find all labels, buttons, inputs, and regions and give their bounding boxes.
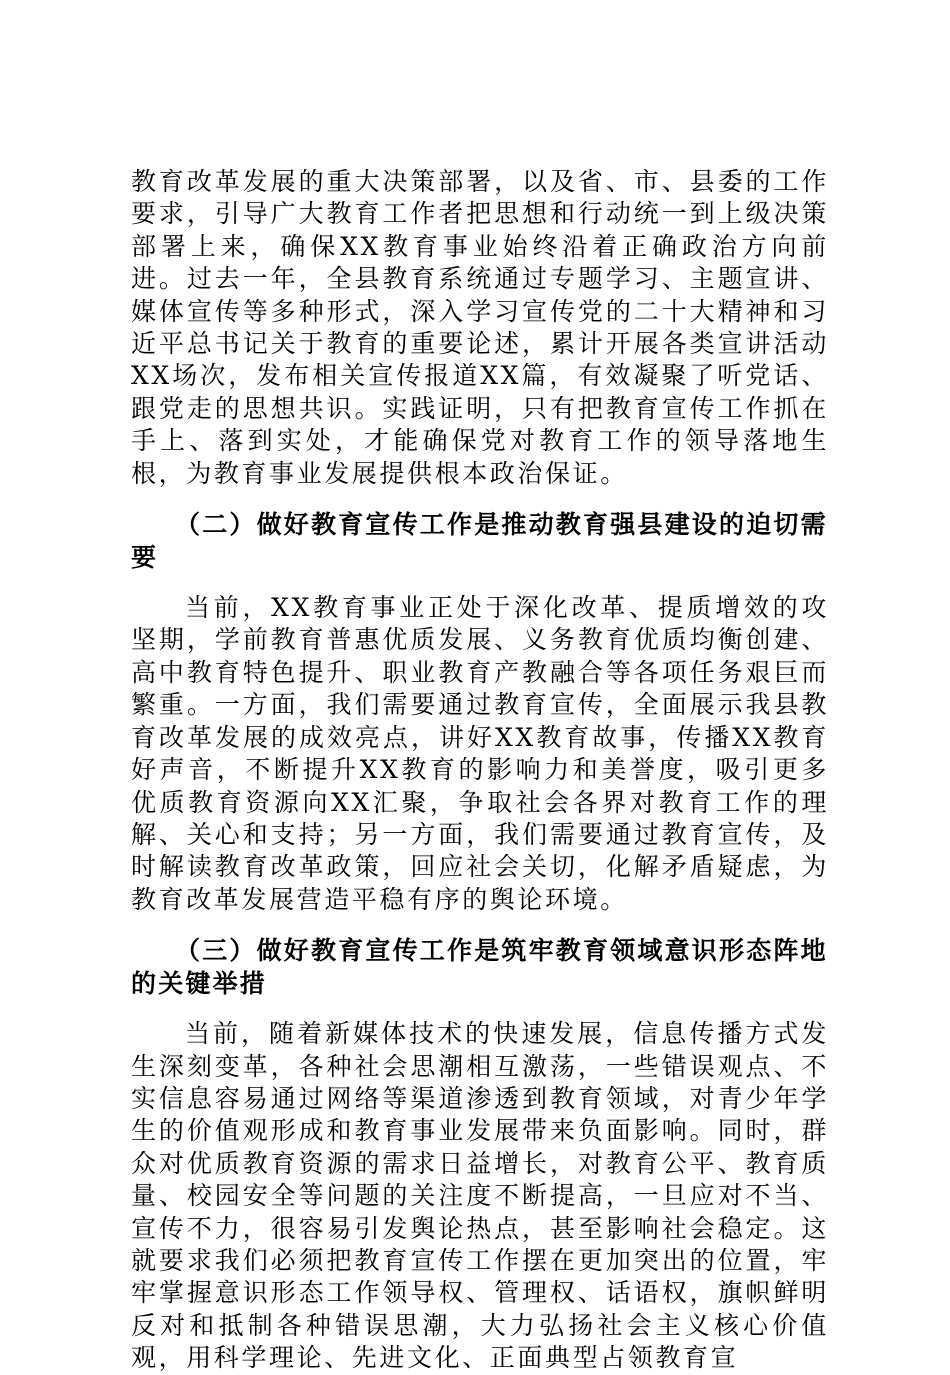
section-heading-2: （二）做好教育宣传工作是推动教育强县建设的迫切需要 (131, 510, 828, 573)
section-heading-3: （三）做好教育宣传工作是筑牢教育领域意识形态阵地的关键举措 (131, 936, 828, 999)
paragraph-section-3: 当前，随着新媒体技术的快速发展，信息传播方式发生深刻变革，各种社会思潮相互激荡，一些错误观点、不实信息容易通过网络等渠道渗透到教育领域，对青少年学生的价值观形成和教育事业发展带来负面影响。同时，群众对优质教育资源的需求日益增长，对教育公平、教育质量、校园安全等问题的关注度不断提高，一旦应对不当、宣传不力，很容易引发舆论热点，甚至影响社会稳定。这就要求我们必须把教育宣传工作摆在更加突出的位置，牢牢掌握意识形态工作领导权、管理权、话语权，旗帜鲜明反对和抵制各种错误思潮，大力弘扬社会主义核心价值观，用科学理论、先进文化、正面典型占领教育宣 (131, 1019, 829, 1373)
paragraph-continued: 教育改革发展的重大决策部署，以及省、市、县委的工作要求，引导广大教育工作者把思想和行动统一到上级决策部署上来，确保XX教育事业始终沿着正确政治方向前进。过去一年，全县教育系统通过专题学习、主题宣讲、媒体宣传等多种形式，深入学习宣传党的二十大精神和习近平总书记关于教育的重要论述，累计开展各类宣讲活动XX场次，发布相关宣传报道XX篇，有效凝聚了听党话、跟党走的思想共识。实践证明，只有把教育宣传工作抓在手上、落到实处，才能确保党对教育工作的领导落地生根，为教育事业发展提供根本政治保证。 (131, 167, 829, 488)
document-body (131, 166, 829, 1375)
paragraph-section-2: 当前，XX教育事业正处于深化改革、提质增效的攻坚期，学前教育普惠优质发展、义务教育优质均衡创建、高中教育特色提升、职业教育产教融合等各项任务艰巨而繁重。一方面，我们需要通过教育宣传，全面展示我县教育改革发展的成效亮点，讲好XX教育故事，传播XX教育好声音，不断提升XX教育的影响力和美誉度，吸引更多优质教育资源向XX汇聚，争取社会各界对教育工作的理解、关心和支持；另一方面，我们需要通过教育宣传，及时解读教育改革政策，回应社会关切，化解矛盾疑虑，为教育改革发展营造平稳有序的舆论环境。 (131, 593, 829, 914)
